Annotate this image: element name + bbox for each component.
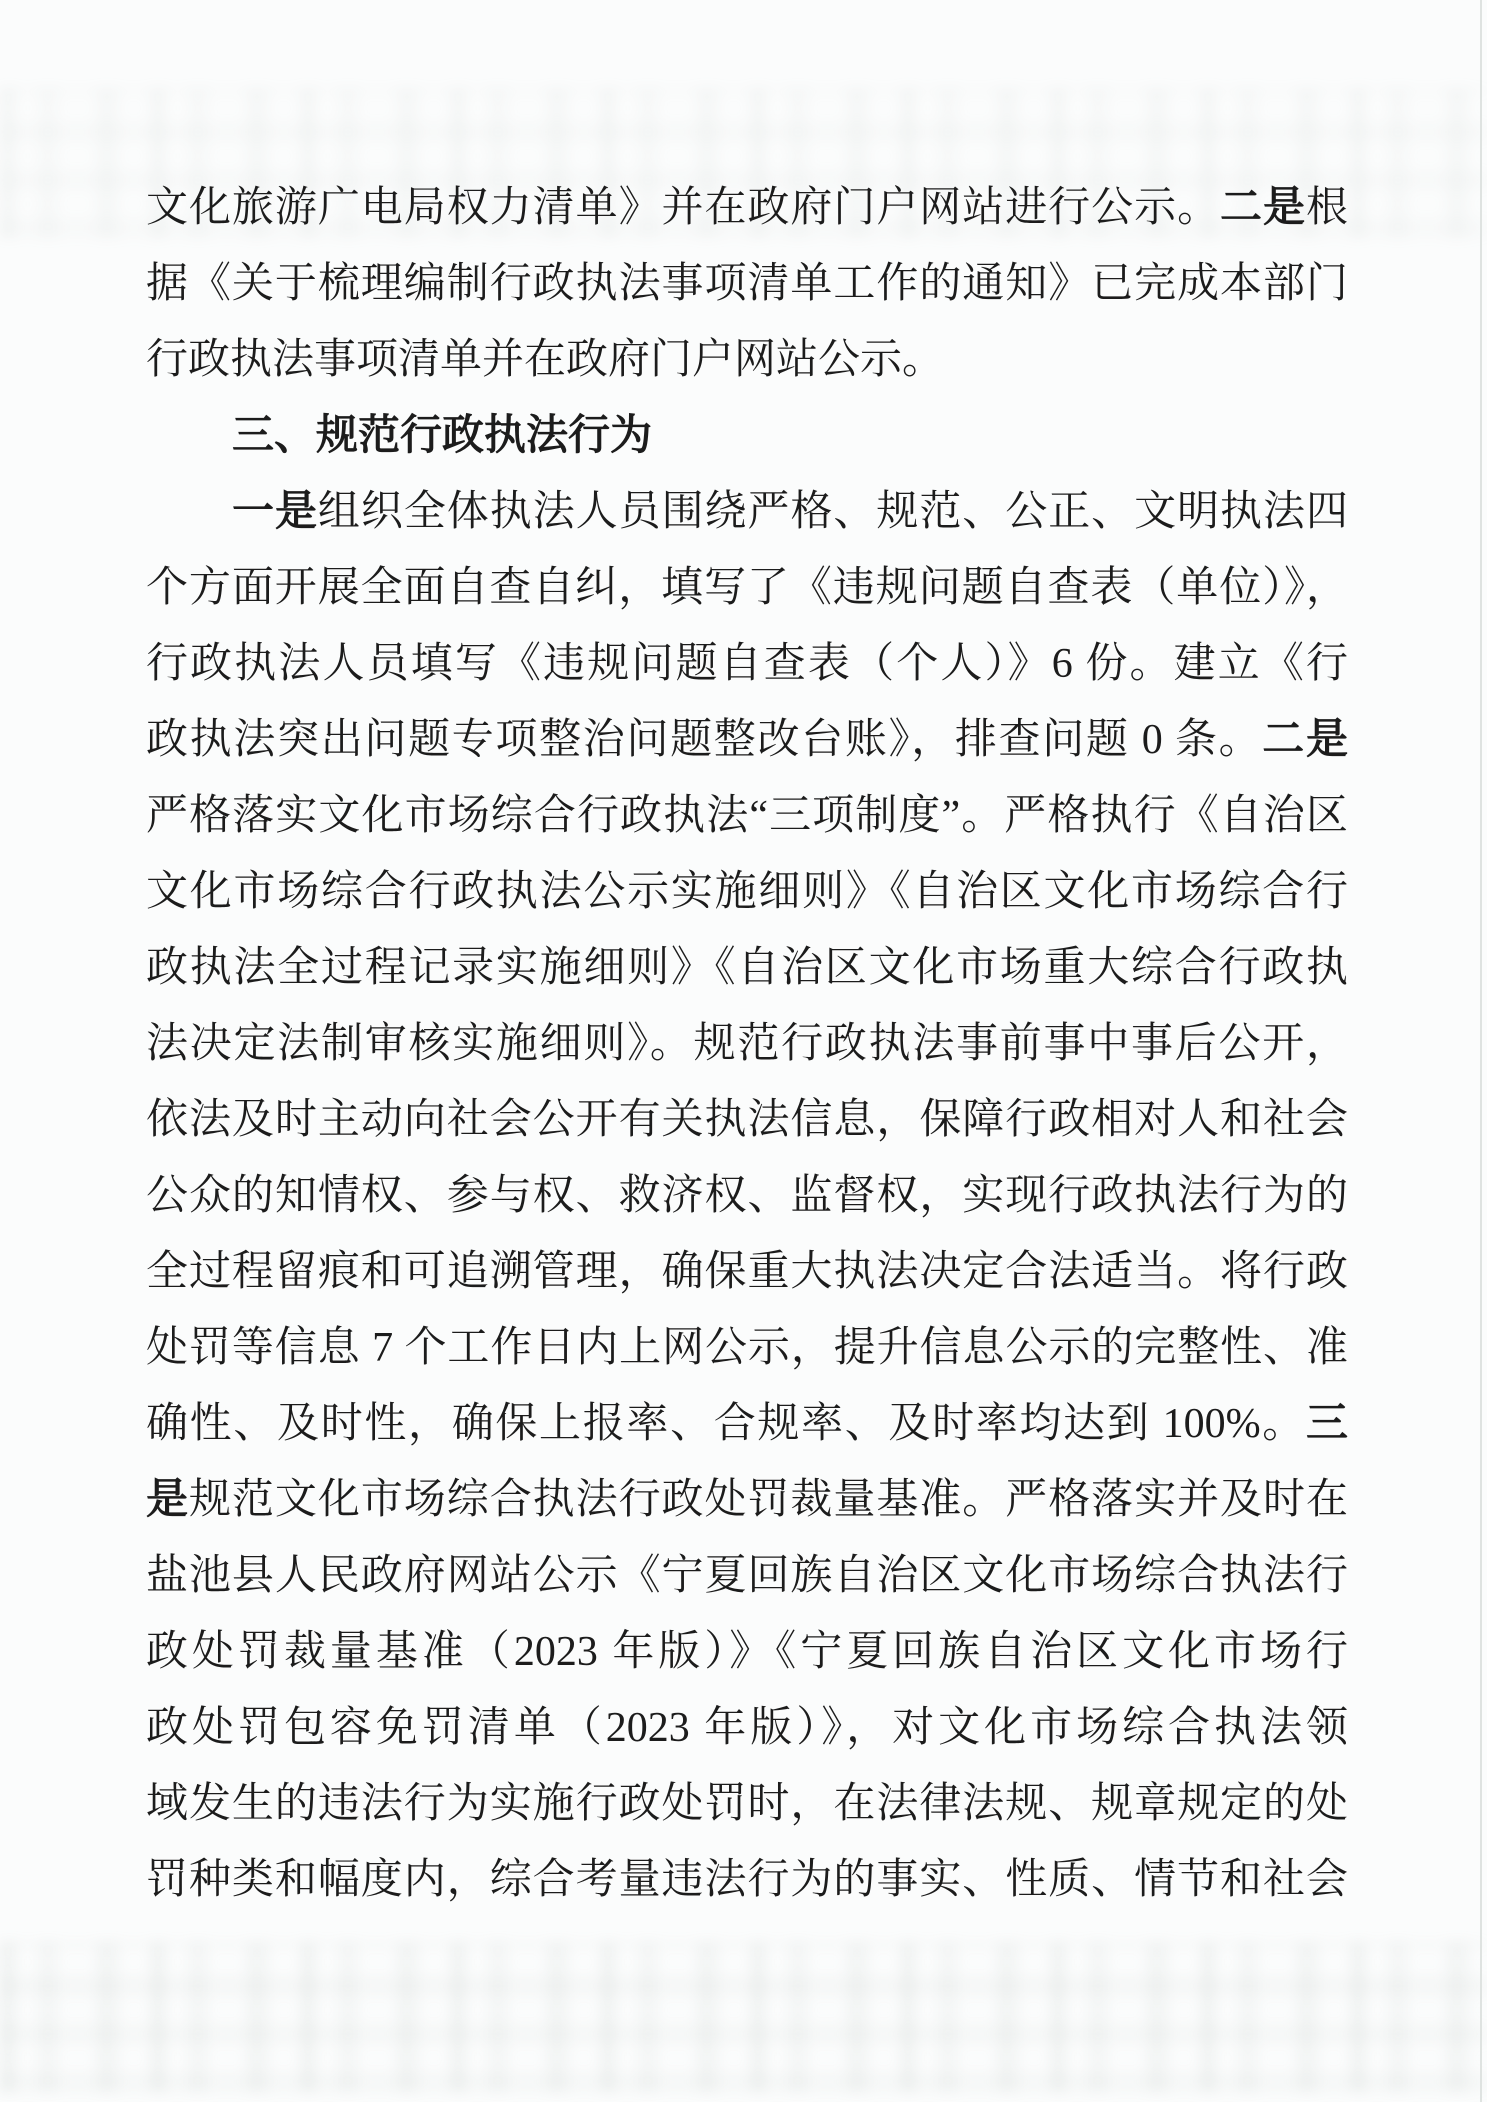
body-text: 罚种类和幅度内，综合考量违法行为的事实、性质、情节和社会	[146, 1857, 1348, 1903]
body-text: 个方面开展全面自查自纠，填写了《违规问题自查表（单位）》，	[146, 565, 1348, 611]
body-text: 据《关于梳理编制行政执法事项清单工作的通知》已完成本部门	[146, 261, 1348, 307]
body-text: 行政执法事项清单并在政府门户网站公示。	[146, 337, 945, 383]
scan-edge-line	[1480, 0, 1482, 2102]
emphasis-text: 三	[1305, 1401, 1348, 1447]
text-line	[146, 1234, 1348, 1310]
text-line	[146, 1006, 1348, 1082]
text-line	[146, 1690, 1348, 1766]
body-text: 严格落实文化市场综合行政执法“三项制度”。严格执行《自治区	[146, 793, 1348, 839]
text-line	[146, 1310, 1348, 1386]
body-text: 政执法突出问题专项整治问题整改台账》，排查问题 0 条。	[146, 717, 1263, 763]
text-line	[146, 702, 1348, 778]
text-line	[146, 246, 1348, 322]
body-text: 政处罚裁量基准（2023 年版）》《宁夏回族自治区文化市场行	[146, 1629, 1348, 1675]
document-body	[146, 170, 1348, 1918]
body-text: 域发生的违法行为实施行政处罚时，在法律法规、规章规定的处	[146, 1781, 1348, 1827]
body-text: 处罚等信息 7 个工作日内上网公示，提升信息公示的完整性、准	[146, 1325, 1348, 1371]
text-line	[146, 930, 1348, 1006]
text-line	[146, 1158, 1348, 1234]
body-text: 根	[1305, 185, 1348, 231]
emphasis-text: 一是	[232, 489, 318, 535]
body-text: 公众的知情权、参与权、救济权、监督权，实现行政执法行为的	[146, 1173, 1348, 1219]
text-line	[146, 1462, 1348, 1538]
body-text: 规范文化市场综合执法行政处罚裁量基准。严格落实并及时在	[188, 1477, 1348, 1523]
body-text: 盐池县人民政府网站公示《宁夏回族自治区文化市场综合执法行	[146, 1553, 1348, 1599]
emphasis-text: 是	[146, 1477, 189, 1523]
emphasis-text: 三、规范行政执法行为	[232, 413, 653, 459]
emphasis-text: 二是	[1220, 185, 1306, 231]
body-text: 文化旅游广电局权力清单》并在政府门户网站进行公示。	[146, 185, 1221, 231]
text-line	[146, 474, 1348, 550]
text-line	[146, 170, 1348, 246]
body-text: 文化市场综合行政执法公示实施细则》《自治区文化市场综合行	[146, 869, 1348, 915]
text-line	[146, 626, 1348, 702]
body-text: 确性、及时性，确保上报率、合规率、及时率均达到 100%。	[146, 1401, 1306, 1447]
text-line	[146, 550, 1348, 626]
body-text: 全过程留痕和可追溯管理，确保重大执法决定合法适当。将行政	[146, 1249, 1348, 1295]
body-text: 法决定法制审核实施细则》。规范行政执法事前事中事后公开，	[146, 1021, 1348, 1067]
text-line	[146, 1842, 1348, 1918]
section-heading	[146, 398, 1348, 474]
text-line	[146, 1386, 1348, 1462]
text-line	[146, 778, 1348, 854]
text-line	[146, 1538, 1348, 1614]
text-line	[146, 1082, 1348, 1158]
text-line	[146, 1614, 1348, 1690]
body-text: 政处罚包容免罚清单（2023 年版）》，对文化市场综合执法领	[146, 1705, 1348, 1751]
body-text: 组织全体执法人员围绕严格、规范、公正、文明执法四	[317, 489, 1348, 535]
emphasis-text: 二是	[1262, 717, 1348, 763]
text-line	[146, 1766, 1348, 1842]
text-line	[146, 854, 1348, 930]
text-line	[146, 322, 1348, 398]
body-text: 依法及时主动向社会公开有关执法信息，保障行政相对人和社会	[146, 1097, 1348, 1143]
body-text: 行政执法人员填写《违规问题自查表（个人）》6 份。建立《行	[146, 641, 1348, 687]
body-text: 政执法全过程记录实施细则》《自治区文化市场重大综合行政执	[146, 945, 1348, 991]
scan-bleedthrough-bottom	[0, 1942, 1487, 2092]
